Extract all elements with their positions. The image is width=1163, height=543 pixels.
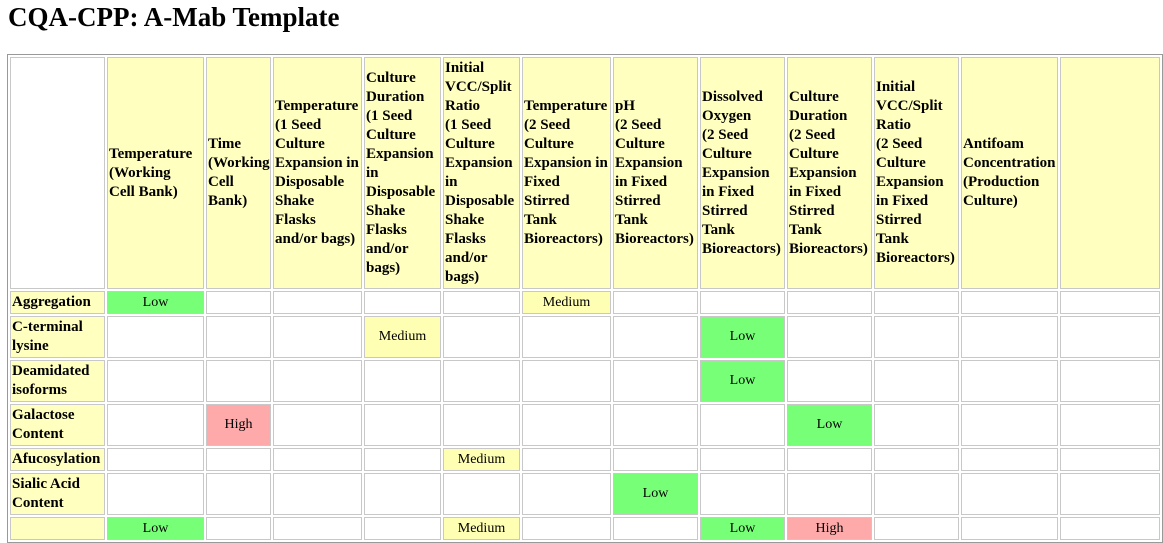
- corner-cell: [10, 57, 105, 289]
- empty-cell: [522, 360, 611, 402]
- empty-cell: [273, 360, 362, 402]
- empty-cell: [700, 448, 785, 471]
- table-row: [10, 404, 1160, 446]
- column-header: Dissolved Oxygen (2 Seed Culture Expansion in Fixed Stirred Tank Bioreactors): [700, 57, 785, 289]
- empty-cell: [206, 360, 271, 402]
- empty-cell: [107, 473, 204, 515]
- risk-level-cell: Low: [613, 473, 698, 515]
- empty-cell: [787, 473, 872, 515]
- column-header: Initial VCC/Split Ratio (1 Seed Culture Expansion in Disposable Shake Flasks and/or bags): [443, 57, 520, 289]
- row-header: Afucosylation: [10, 448, 105, 471]
- empty-cell: [273, 316, 362, 358]
- row-header: C-terminal lysine: [10, 316, 105, 358]
- empty-cell: [787, 360, 872, 402]
- empty-cell: [364, 404, 441, 446]
- table-body: [10, 291, 1160, 540]
- header-row: [10, 57, 1160, 289]
- column-header: Antifoam Concentration (Production Culture): [961, 57, 1058, 289]
- empty-cell: [522, 517, 611, 540]
- empty-cell: [1060, 291, 1160, 314]
- empty-cell: [522, 404, 611, 446]
- empty-cell: [107, 360, 204, 402]
- empty-cell: [613, 291, 698, 314]
- empty-cell: [1060, 473, 1160, 515]
- risk-level-cell: Low: [700, 360, 785, 402]
- empty-cell: [364, 448, 441, 471]
- empty-cell: [787, 448, 872, 471]
- table-row: [10, 360, 1160, 402]
- empty-cell: [206, 316, 271, 358]
- empty-cell: [206, 473, 271, 515]
- empty-cell: [961, 291, 1058, 314]
- empty-cell: [273, 291, 362, 314]
- risk-level-cell: Medium: [443, 448, 520, 471]
- risk-level-cell: Medium: [364, 316, 441, 358]
- empty-cell: [443, 473, 520, 515]
- empty-cell: [1060, 517, 1160, 540]
- risk-level-cell: Low: [107, 517, 204, 540]
- empty-cell: [1060, 448, 1160, 471]
- empty-cell: [961, 360, 1058, 402]
- risk-level-cell: Low: [107, 291, 204, 314]
- column-header: Temperature (1 Seed Culture Expansion in Disposable Shake Flasks and/or bags): [273, 57, 362, 289]
- empty-cell: [613, 316, 698, 358]
- empty-cell: [273, 448, 362, 471]
- risk-level-cell: Low: [700, 316, 785, 358]
- column-header: Culture Duration (1 Seed Culture Expansion in Disposable Shake Flasks and/or bags): [364, 57, 441, 289]
- empty-cell: [787, 316, 872, 358]
- empty-cell: [700, 473, 785, 515]
- table-row: [10, 473, 1160, 515]
- row-header: Galactose Content: [10, 404, 105, 446]
- empty-cell: [961, 473, 1058, 515]
- column-header: Culture Duration (2 Seed Culture Expansion in Fixed Stirred Tank Bioreactors): [787, 57, 872, 289]
- empty-cell: [443, 316, 520, 358]
- empty-cell: [874, 517, 959, 540]
- empty-cell: [107, 404, 204, 446]
- table-row: [10, 517, 1160, 540]
- empty-cell: [1060, 360, 1160, 402]
- empty-cell: [273, 473, 362, 515]
- row-header: Sialic Acid Content: [10, 473, 105, 515]
- empty-cell: [874, 473, 959, 515]
- table-row: [10, 291, 1160, 314]
- empty-cell: [700, 291, 785, 314]
- empty-cell: [522, 316, 611, 358]
- risk-level-cell: Low: [787, 404, 872, 446]
- column-header: Temperature (Working Cell Bank): [107, 57, 204, 289]
- empty-cell: [107, 448, 204, 471]
- cqa-cpp-table-container[interactable]: [7, 54, 1056, 536]
- row-header: [10, 517, 105, 540]
- row-header: Deamidated isoforms: [10, 360, 105, 402]
- cqa-cpp-table: [7, 54, 1163, 543]
- page-title: CQA-CPP: A-Mab Template: [8, 2, 340, 32]
- empty-cell: [874, 316, 959, 358]
- row-header: Aggregation: [10, 291, 105, 314]
- empty-cell: [613, 404, 698, 446]
- empty-cell: [206, 448, 271, 471]
- empty-cell: [874, 291, 959, 314]
- empty-cell: [1060, 316, 1160, 358]
- empty-cell: [787, 291, 872, 314]
- empty-cell: [364, 360, 441, 402]
- empty-cell: [364, 291, 441, 314]
- empty-cell: [206, 291, 271, 314]
- risk-level-cell: High: [787, 517, 872, 540]
- empty-cell: [874, 360, 959, 402]
- empty-cell: [522, 448, 611, 471]
- column-header: [1060, 57, 1160, 289]
- risk-level-cell: Medium: [522, 291, 611, 314]
- empty-cell: [522, 473, 611, 515]
- empty-cell: [443, 404, 520, 446]
- empty-cell: [273, 404, 362, 446]
- empty-cell: [443, 360, 520, 402]
- column-header: Initial VCC/Split Ratio (2 Seed Culture Expansion in Fixed Stirred Tank Bioreactors): [874, 57, 959, 289]
- empty-cell: [364, 517, 441, 540]
- empty-cell: [961, 316, 1058, 358]
- empty-cell: [364, 473, 441, 515]
- risk-level-cell: Low: [700, 517, 785, 540]
- empty-cell: [961, 404, 1058, 446]
- column-header: Temperature (2 Seed Culture Expansion in Fixed Stirred Tank Bioreactors): [522, 57, 611, 289]
- empty-cell: [206, 517, 271, 540]
- table-row: [10, 448, 1160, 471]
- empty-cell: [613, 517, 698, 540]
- column-header: pH (2 Seed Culture Expansion in Fixed Stirred Tank Bioreactors): [613, 57, 698, 289]
- empty-cell: [700, 404, 785, 446]
- empty-cell: [613, 448, 698, 471]
- empty-cell: [874, 448, 959, 471]
- risk-level-cell: Medium: [443, 517, 520, 540]
- empty-cell: [273, 517, 362, 540]
- empty-cell: [443, 291, 520, 314]
- empty-cell: [874, 404, 959, 446]
- table-row: [10, 316, 1160, 358]
- empty-cell: [107, 316, 204, 358]
- column-header: Time (Working Cell Bank): [206, 57, 271, 289]
- empty-cell: [961, 448, 1058, 471]
- risk-level-cell: High: [206, 404, 271, 446]
- empty-cell: [1060, 404, 1160, 446]
- empty-cell: [613, 360, 698, 402]
- empty-cell: [961, 517, 1058, 540]
